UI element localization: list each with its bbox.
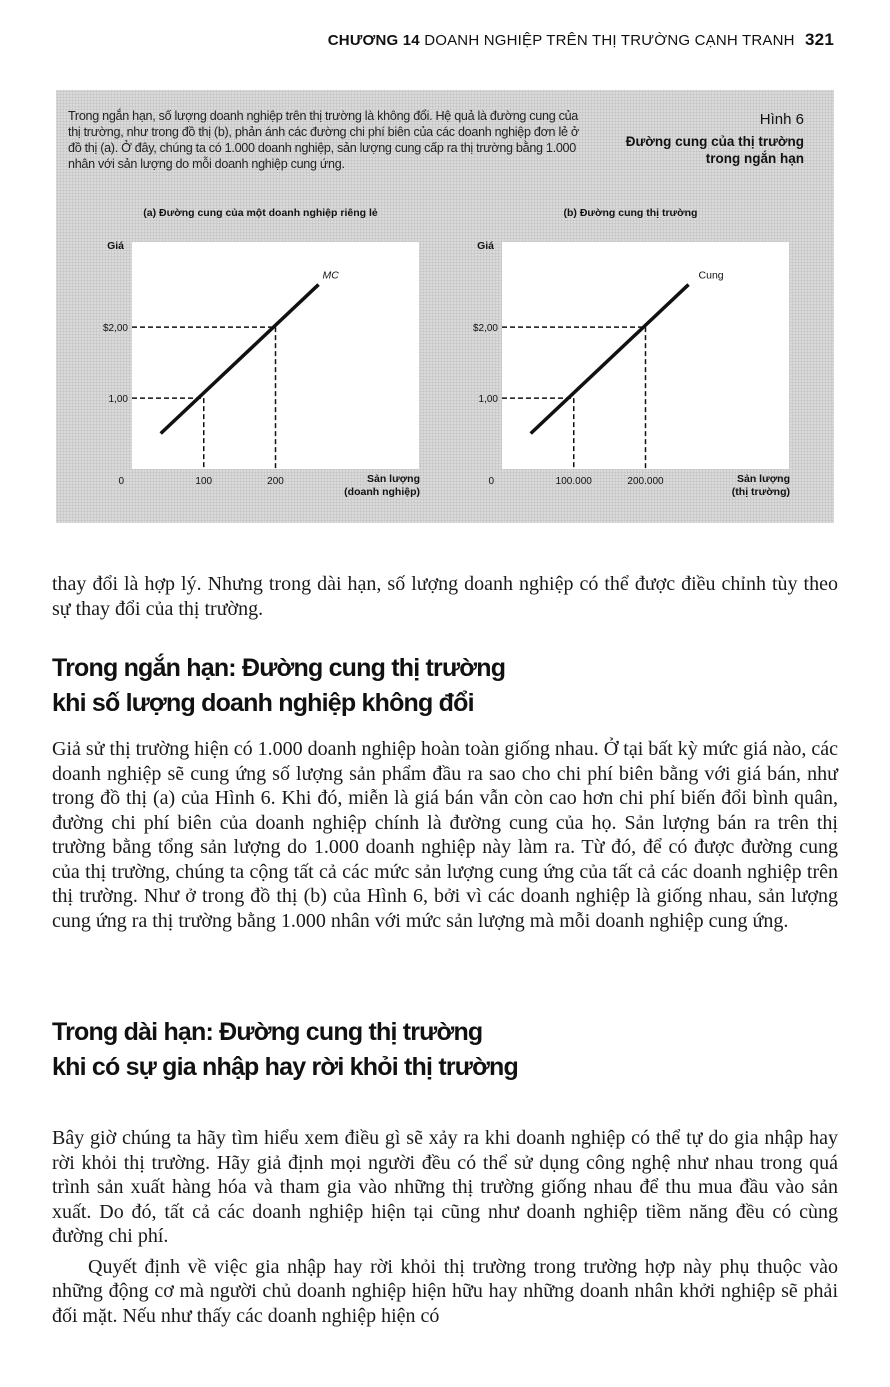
chart-a-origin-label: 0 <box>118 476 124 487</box>
heading-long-run-line2: khi có sự gia nhập hay rời khỏi thị trường <box>52 1053 518 1081</box>
chart-b-xlabel-sub: (thị trường) <box>731 486 790 498</box>
chart-a-title: (a) Đường cung của một doanh nghiệp riêng lẻ <box>143 207 378 219</box>
chapter-title: DOANH NGHIỆP TRÊN THỊ TRƯỜNG CẠNH TRANH <box>424 32 795 49</box>
heading-long-run-line1: Trong dài hạn: Đường cung thị trường <box>52 1018 483 1046</box>
chapter-number: CHƯƠNG 14 <box>327 32 420 49</box>
figure-title: Đường cung của thị trường trong ngắn hạn <box>625 134 804 166</box>
chart-a-xlabel: Sản lượng <box>367 473 420 485</box>
chart-a-ylabel: Giá <box>107 240 124 252</box>
figure-charts <box>56 90 834 523</box>
heading-short-run <box>52 651 505 721</box>
chart-b-xlabel: Sản lượng <box>737 473 790 485</box>
paragraph-long-run <box>52 1126 838 1328</box>
paragraph-short-run <box>52 737 838 933</box>
paragraph-short-run-text: Giả sử thị trường hiện có 1.000 doanh nghiệp hoàn toàn giống nhau. Ở tại bất kỳ mức giá nào, các doanh nghiệp sẽ cung ứng số lượng sản phẩm đầu ra sao cho chi phí biên bằng với giá bán, như trong đồ thị (a) của Hình 6. Khi đó, miễn là giá bán vẫn còn cao hơn chi phí biến đổi bình quân, đường chi phí biên của doanh nghiệp chính là đường cung của họ. Sản lượng bán ra trên thị trường bằng tổng sản lượng do 1.000 doanh nghiệp này làm ra. Từ đó, để có được đường cung của thị trường, chúng ta cộng tất cả các mức sản lượng cung ứng của tất cả các doanh nghiệp trên thị trường. Như ở trong đồ thị (b) của Hình 6, bởi vì các doanh nghiệp là giống nhau, sản lượng cung ứng ra thị trường bằng 1.000 nhân với mức sản lượng mà mỗi doanh nghiệp cung ứng. <box>52 738 838 932</box>
page-number: 321 <box>805 30 834 49</box>
chart-b-title: (b) Đường cung thị trường <box>563 207 698 219</box>
paragraph-intro-text: thay đổi là hợp lý. Nhưng trong dài hạn, số lượng doanh nghiệp có thể được điều chỉnh tùy theo sự thay đổi của thị trường. <box>52 573 838 620</box>
running-header <box>328 30 834 50</box>
figure-box <box>56 90 834 523</box>
chart-b-y-tick-1: 1,00 <box>478 394 498 406</box>
chart-b-x-tick-2: 200.000 <box>627 476 664 487</box>
chart-b-y-tick-2: $2,00 <box>472 323 498 335</box>
chart-a-y-tick-2: $2,00 <box>102 323 128 335</box>
chart-b-series-label: Cung <box>698 269 724 282</box>
chart-a-x-tick-1: 100 <box>195 476 213 487</box>
paragraph-entry-exit-text: Quyết định về việc gia nhập hay rời khỏi thị trường trong trường hợp này phụ thuộc vào những động cơ mà người chủ doanh nghiệp hiện hữu hay những doanh nhân khởi nghiệp sẽ phải đối mặt. Nếu như thấy các doanh nghiệp hiện có <box>52 1255 838 1327</box>
heading-long-run <box>52 1015 518 1085</box>
chart-b-ylabel: Giá <box>477 240 494 252</box>
heading-short-run-line1: Trong ngắn hạn: Đường cung thị trường <box>52 654 506 682</box>
paragraph-intro <box>52 572 838 621</box>
heading-short-run-line2: khi số lượng doanh nghiệp không đổi <box>52 689 474 717</box>
chart-b-x-tick-1: 100.000 <box>555 476 592 487</box>
chart-a-xlabel-sub: (doanh nghiệp) <box>344 486 420 498</box>
figure-description: Trong ngắn hạn, số lượng doanh nghiệp trên thị trường là không đổi. Hệ quả là đường cung của thị trường, như trong đồ thị (b), phản ánh các đường chi phí biên của các doanh nghiệp đơn lẻ ở đồ thị (a). Ở đây, chúng ta có 1.000 doanh nghiệp, sản lượng cung cấp ra thị trường bằng 1.000 nhân với sản lượng do mỗi doanh nghiệp cung ứng. <box>68 109 579 171</box>
figure-number: Hình 6 <box>759 111 804 128</box>
chart-b-origin-label: 0 <box>488 476 494 487</box>
paragraph-long-run-text: Bây giờ chúng ta hãy tìm hiểu xem điều gì sẽ xảy ra khi doanh nghiệp có thể tự do gia nhập hay rời khỏi thị trường. Hãy giả định mọi người đều có thể sử dụng công nghệ như nhau trong quá trình sản xuất hàng hóa và tham gia vào những thị trường giống nhau để thu mua đầu vào sản xuất. Do đó, tất cả các doanh nghiệp hiện tại cũng như doanh nghiệp tiềm năng đều có cùng đường chi phí. <box>52 1127 838 1247</box>
chart-a-series-label: MC <box>322 269 339 282</box>
chart-a-x-tick-2: 200 <box>267 476 284 487</box>
chart-a-y-tick-1: 1,00 <box>108 394 128 406</box>
